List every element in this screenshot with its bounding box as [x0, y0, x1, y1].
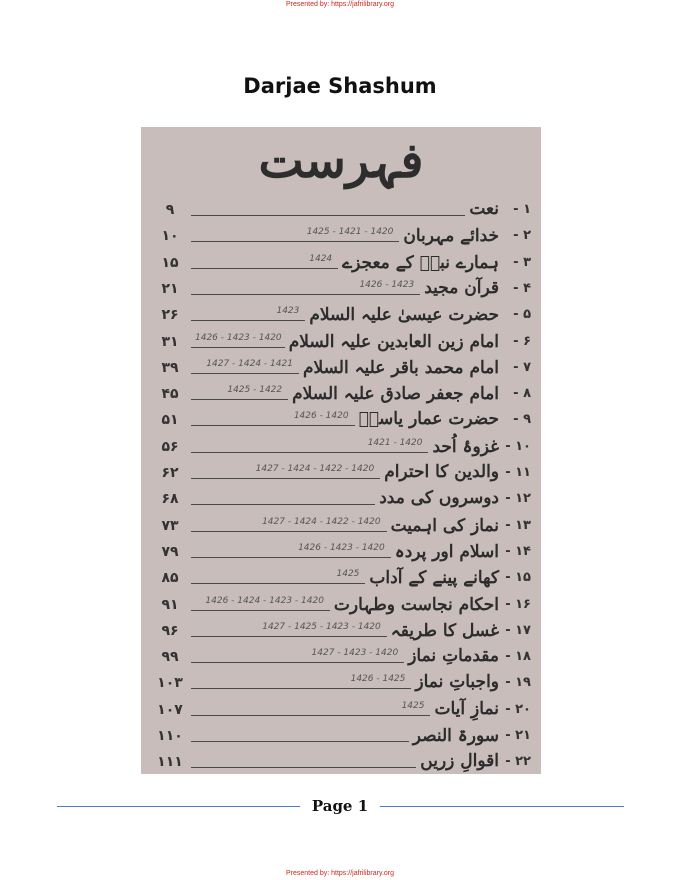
toc-row [141, 515, 541, 541]
toc-year-notes: 1421 - 1420 [367, 437, 423, 448]
toc-page-number: ۴۵ [161, 386, 179, 403]
toc-serial: ۱ - [513, 202, 531, 217]
toc-page-number: ۹ [165, 202, 175, 218]
toc-page-number: ۸۵ [161, 570, 179, 587]
toc-page-number: ۱۰۳ [157, 675, 183, 692]
toc-leader-line [191, 425, 355, 426]
toc-leader-line [191, 504, 375, 505]
toc-row [141, 462, 541, 488]
toc-year-notes: 1425 [401, 700, 425, 711]
toc-row [141, 199, 541, 225]
toc-serial: ۱۳ - [505, 517, 531, 533]
toc-year-notes: 1427 - 1424 - 1422 - 1420 [262, 516, 381, 527]
toc-leader-line [191, 373, 299, 374]
presented-by-link[interactable]: https://jafrilibrary.org [331, 1, 395, 8]
toc-page-number: ۵۶ [161, 438, 179, 455]
toc-row [141, 620, 541, 646]
toc-year-notes: 1427 - 1424 - 1422 - 1420 [255, 464, 375, 474]
toc-row [141, 304, 541, 330]
toc-title: والدین کا احترام [384, 462, 499, 482]
toc-serial: ۶ - [513, 333, 531, 349]
toc-serial: ۱۷ - [505, 622, 531, 638]
toc-serial: ۱۸ - [505, 649, 531, 665]
toc-row [141, 436, 541, 462]
toc-title: امام جعفر صادق علیہ السلام [292, 384, 499, 405]
toc-leader-line [191, 294, 420, 295]
toc-title: کھانے پینے کے آداب [369, 568, 499, 589]
toc-title: غسل کا طریقہ [390, 620, 499, 641]
toc-row [141, 357, 541, 383]
toc-leader-line [191, 636, 387, 637]
toc-year-notes: 1423 [276, 306, 300, 317]
toc-row [141, 383, 541, 409]
toc-row [141, 751, 541, 774]
toc-serial: ۱۲ - [505, 491, 531, 507]
toc-year-notes: 1424 [309, 253, 333, 264]
toc-serial: ۱۰ - [505, 438, 531, 454]
toc-row [141, 331, 541, 357]
toc-serial: ۳ - [513, 254, 531, 270]
toc-leader-line [191, 531, 387, 532]
toc-page-number: ۷۹ [161, 543, 179, 560]
toc-title: خدائے مہربان [403, 226, 499, 247]
scanned-contents-page [141, 127, 541, 774]
toc-serial: ۷ - [513, 359, 531, 375]
toc-title: اقوالِ زریں [420, 751, 499, 772]
toc-serial: ۲۱ - [505, 728, 531, 743]
toc-year-notes: 1427 - 1423 - 1420 [311, 648, 399, 659]
toc-row [141, 646, 541, 672]
toc-page-number: ۹۱ [161, 596, 179, 613]
toc-serial: ۵ - [513, 307, 531, 323]
toc-leader-line [191, 583, 365, 584]
toc-leader-line [191, 399, 288, 400]
toc-row [141, 594, 541, 620]
toc-title: نعت [469, 199, 499, 219]
toc-leader-line [191, 662, 404, 663]
toc-page-number: ۲۱ [161, 280, 179, 297]
toc-serial: ۲ - [513, 228, 531, 244]
presented-by-label: Presented by: [285, 870, 330, 877]
toc-title: واجباتِ نماز [415, 672, 499, 693]
toc-leader-line [191, 241, 399, 242]
contents-heading: فہرست [258, 133, 424, 189]
toc-title: نمازِ آیات [434, 698, 499, 719]
toc-serial: ۸ - [513, 386, 531, 402]
toc-year-notes: 1425 [336, 569, 360, 580]
toc-row [141, 278, 541, 304]
toc-serial: ۹ - [513, 412, 531, 428]
toc-leader-line [191, 452, 428, 453]
toc-page-number: ۱۰۷ [157, 701, 183, 718]
toc-page-number: ۱۱۱ [157, 754, 183, 771]
toc-row [141, 225, 541, 251]
presented-by-footer [0, 870, 680, 877]
toc-title: حضرت عمار یاسرؓ [358, 409, 499, 430]
toc-title: قرآن مجید [424, 277, 499, 298]
toc-leader-line [191, 478, 380, 479]
toc-page-number: ۵۱ [161, 412, 179, 429]
toc-leader-line [191, 610, 330, 611]
toc-title: ہمارے نبیؐ کے معجزے [342, 252, 499, 273]
toc-page-number: ۶۸ [161, 491, 179, 508]
toc-year-notes: 1426 - 1423 - 1420 [298, 542, 385, 553]
toc-leader-line [191, 767, 416, 768]
presented-by-link[interactable]: https://jafrilibrary.org [331, 870, 395, 877]
toc-page-number: ۳۱ [161, 333, 179, 350]
toc-serial: ۱۶ - [505, 596, 531, 612]
presented-by-header [0, 1, 680, 8]
toc-serial: ۴ - [513, 280, 531, 296]
toc-leader-line [191, 557, 391, 558]
toc-title: مقدماتِ نماز [408, 646, 499, 667]
toc-title: اسلام اور پردہ [394, 541, 499, 562]
toc-page-number: ۹۹ [161, 649, 179, 666]
toc-leader-line [191, 688, 411, 689]
toc-serial: ۱۵ - [505, 570, 531, 586]
toc-leader-line [191, 268, 338, 269]
toc-row [141, 725, 541, 751]
footer-rule-left [57, 806, 300, 807]
toc-title: غزوۂ اُحد [432, 436, 499, 457]
toc-year-notes: 1426 - 1423 - 1420 [195, 332, 282, 343]
toc-page-number: ۲۶ [161, 307, 179, 324]
toc-title: احکام نجاست وطہارت [333, 594, 499, 615]
toc-serial: ۱۹ - [505, 675, 531, 691]
toc-serial: ۲۰ - [505, 701, 531, 717]
toc-year-notes: 1426 - 1420 [293, 411, 349, 422]
toc-year-notes: 1427 - 1425 - 1423 - 1420 [262, 621, 381, 632]
toc-title: نماز کی اہمیت [390, 515, 499, 536]
toc-leader-line [191, 215, 465, 216]
presented-by-label: Presented by: [285, 1, 330, 8]
toc-title: حضرت عیسیٰ علیہ السلام [309, 305, 499, 326]
toc-year-notes: 1425 - 1422 [227, 385, 283, 396]
toc-year-notes: 1425 - 1421 - 1420 [306, 227, 394, 238]
toc-leader-line [191, 715, 430, 716]
toc-year-notes: 1427 - 1424 - 1421 [206, 358, 293, 369]
document-title: Darjae Shashum [243, 74, 437, 98]
toc-page-number: ۱۱۰ [157, 728, 183, 744]
toc-row [141, 409, 541, 435]
toc-row [141, 252, 541, 278]
toc-serial: ۱۴ - [505, 543, 531, 559]
toc-row [141, 541, 541, 567]
toc-title: سورۃ النصر [412, 726, 499, 746]
toc-page-number: ۶۲ [161, 465, 179, 481]
toc-year-notes: 1426 - 1425 [350, 674, 406, 685]
toc-year-notes: 1426 - 1423 [359, 279, 415, 290]
toc-page-number: ۳۹ [161, 359, 179, 376]
toc-leader-line [191, 741, 409, 742]
toc-row [141, 672, 541, 698]
toc-serial: ۲۲ - [505, 754, 531, 770]
toc-leader-line [191, 347, 285, 348]
toc-year-notes: 1426 - 1424 - 1423 - 1420 [205, 595, 324, 606]
toc-row [141, 567, 541, 593]
toc-page-number: ۱۰ [161, 228, 179, 245]
page-number-label: Page 1 [311, 797, 369, 815]
toc-row [141, 699, 541, 725]
footer-rule-right [380, 806, 624, 807]
toc-title: امام محمد باقر علیہ السلام [302, 357, 499, 378]
toc-serial: ۱۱ - [505, 465, 531, 480]
toc-title: امام زین العابدین علیہ السلام [288, 331, 499, 352]
toc-page-number: ۹۶ [161, 622, 179, 639]
toc-leader-line [191, 320, 305, 321]
toc-page-number: ۷۳ [161, 517, 179, 534]
toc-page-number: ۱۵ [161, 254, 179, 271]
toc-row [141, 488, 541, 514]
toc-title: دوسروں کی مدد [379, 488, 499, 509]
